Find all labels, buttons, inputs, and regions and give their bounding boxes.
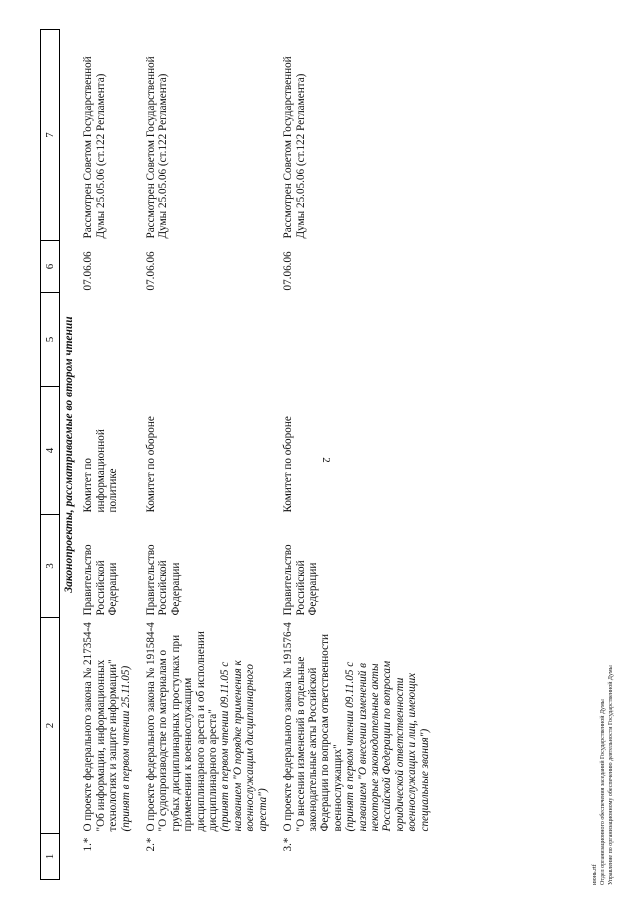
review-status: Рассмотрен Советом Государственной Думы 25.05.06 (ст.122 Регламента) (145, 56, 170, 239)
bill-author: Правительство Российской Федерации (145, 544, 182, 616)
table-row (142, 30, 279, 880)
review-date: 07.06.06 (82, 251, 95, 291)
review-status: Рассмотрен Советом Государственной Думы 25.05.06 (ст.122 Регламента) (82, 56, 107, 239)
bill-name: "О внесении изменений в отдельные законодательные акты Российской Федерации по вопросам ответственности военнослужащих" (294, 634, 344, 832)
agenda-table-rotated (40, 30, 565, 880)
header-row (41, 30, 60, 880)
bill-name: "Об информации, информационных технологиях и защите информации" (94, 659, 120, 832)
responsible-committee: Комитет по обороне (145, 416, 158, 513)
bill-title: О проекте федерального закона № 191584-4 (145, 622, 158, 832)
column-header: 4 (41, 387, 60, 515)
bill-author: Правительство Российской Федерации (82, 544, 120, 616)
responsible-committee: Комитет по обороне (282, 416, 295, 513)
agenda-table (40, 29, 441, 880)
table-row (279, 30, 441, 880)
review-date: 07.06.06 (145, 251, 158, 291)
column-5-cell (142, 293, 279, 387)
column-header: 2 (41, 618, 60, 834)
column-5-cell (79, 293, 142, 387)
table-row (79, 30, 142, 880)
bill-note: (принят в первом чтении 25.11.05) (119, 665, 132, 832)
bill-title: О проекте федерального закона № 191576-4 (282, 622, 295, 832)
page-number: 2 (320, 457, 332, 463)
column-header: 7 (41, 30, 60, 241)
footer-directorate: Управление по организационному обеспечению деятельности Государственной Думы (608, 665, 614, 885)
bill-description (279, 618, 441, 834)
review-date: 07.06.06 (282, 251, 295, 291)
bill-name: "О судопроизводстве по материалам о грубых дисциплинарных проступках при применении к военнослужащим дисциплинарного ареста и об исполнении дисциплинарного ареста" (157, 631, 220, 832)
responsible-committee: Комитет по информационной политике (82, 429, 120, 513)
column-header: 1 (41, 834, 60, 880)
bill-note: (принят в первом чтении 09.11.05 с названием "О порядке применения к военнослужащим дисциплинарного ареста") (219, 660, 269, 832)
bill-description (142, 618, 279, 834)
row-number: 3.* (282, 837, 295, 852)
row-number: 2.* (145, 837, 158, 852)
bill-note: (принят в первом чтении 09.11.05 с названием "О внесении изменений в некоторые законодательные акты Российской Федерации по вопросам юридической ответственности военнослужащих и лиц, имеющих специальные звания") (344, 660, 431, 832)
bill-title: О проекте федерального закона № 217354-4 (82, 622, 95, 832)
bill-author: Правительство Российской Федерации (282, 544, 319, 616)
column-header: 3 (41, 515, 60, 618)
bill-description (79, 618, 142, 834)
column-5-cell (279, 293, 441, 387)
section-title: Законопроекты, рассматриваемые во втором чтении (63, 316, 75, 593)
section-row (60, 30, 80, 880)
column-header: 6 (41, 241, 60, 293)
review-status: Рассмотрен Советом Государственной Думы 25.05.06 (ст.122 Регламента) (282, 56, 307, 239)
footer-filename: июнь.rtf (592, 864, 598, 885)
footer-department: Отдел организационного обеспечения заседаний Государственной Думы (600, 699, 606, 885)
row-number: 1.* (82, 837, 95, 852)
column-header: 5 (41, 293, 60, 387)
